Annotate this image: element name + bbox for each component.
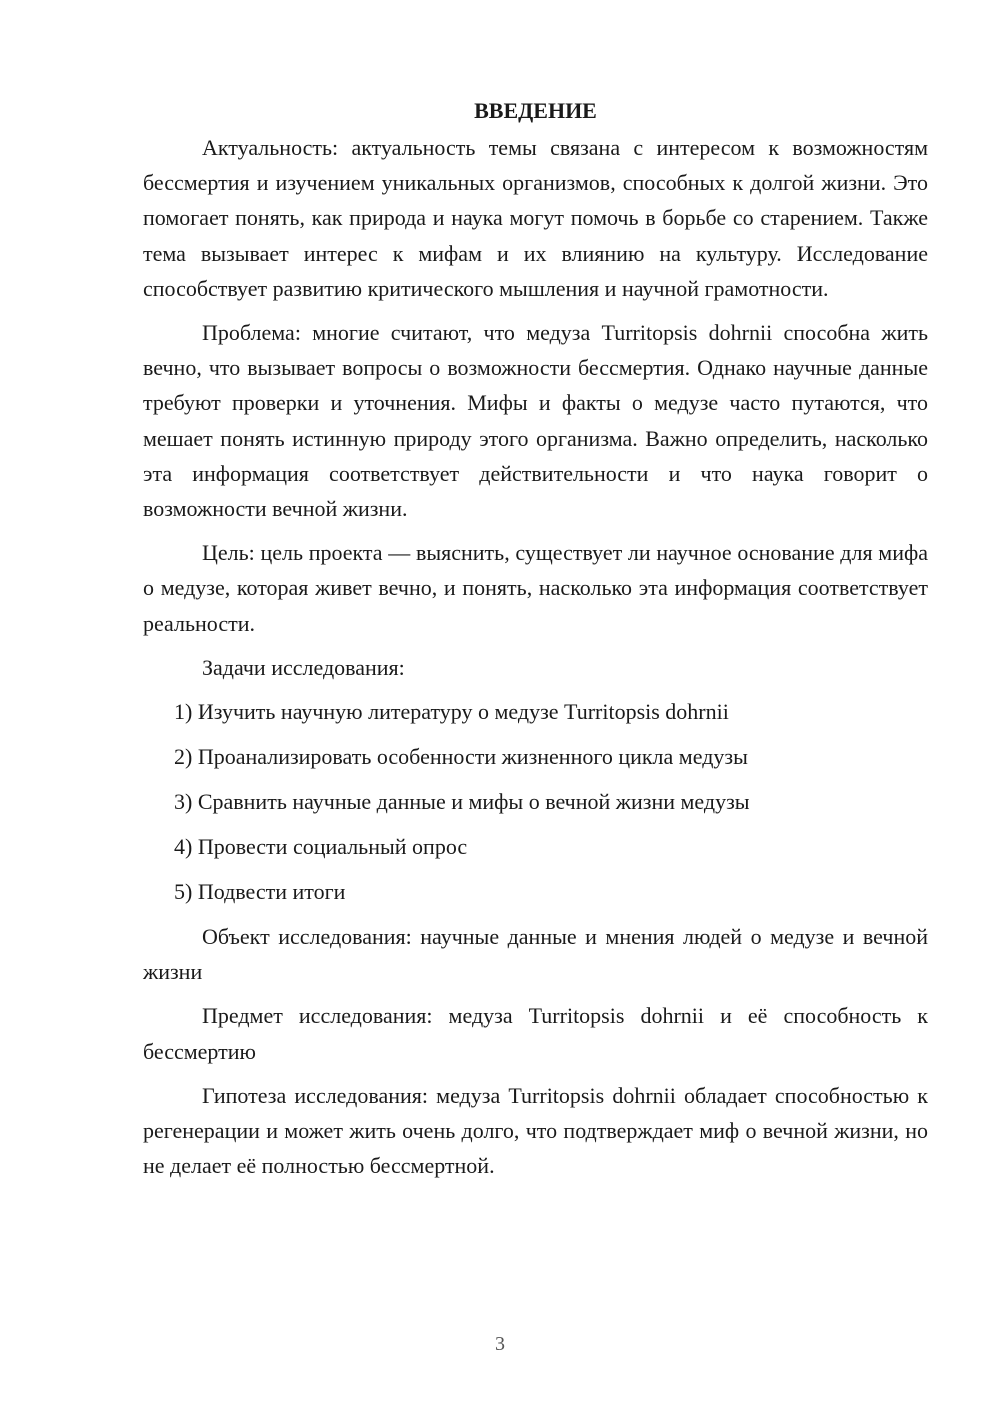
subject-paragraph: Предмет исследования: медуза Turritopsis dohrnii и её способность к бессмертию	[143, 1003, 928, 1064]
object-paragraph: Объект исследования: научные данные и мнения людей о медузе и вечной жизни	[143, 924, 928, 985]
page-number: 3	[495, 1333, 505, 1355]
goal-paragraph: Цель: цель проекта — выяснить, существует ли научное основание для мифа о медузе, которая живет вечно, и понять, насколько эта информация соответствует реальности.	[143, 540, 928, 636]
tasks-list	[143, 694, 928, 909]
task-item: 4) Провести социальный опрос	[174, 834, 468, 860]
task-item: 1) Изучить научную литературу о медузе Turritopsis dohrnii	[174, 699, 729, 725]
hypothesis-paragraph: Гипотеза исследования: медуза Turritopsis dohrnii обладает способностью к регенерации и может жить очень долго, что подтверждает миф о вечной жизни, но не делает её полностью бессмертной.	[143, 1082, 928, 1179]
task-item: 2) Проанализировать особенности жизненного цикла медузы	[174, 744, 748, 770]
document-page	[143, 92, 928, 1192]
task-item: 5) Подвести итоги	[174, 879, 346, 905]
tasks-heading: Задачи исследования:	[202, 654, 405, 680]
problem-paragraph: Проблема: многие считают, что медуза Turritopsis dohrnii способна жить вечно, что вызывает вопросы о возможности бессмертия. Однако научные данные требуют проверки и уточнения. Мифы и факты о медузе часто путаются, что мешает понять истинную природу этого организма. Важно определить, насколько эта информация соответствует действительности и что наука говорит о возможности вечной жизни.	[143, 320, 928, 522]
relevance-paragraph: Актуальность: актуальность темы связана с интересом к возможностям бессмертия и изучением уникальных организмов, способных к долгой жизни. Это помогает понять, как природа и наука могут помочь в борьбе со старением. Также тема вызывает интерес к мифам и их влиянию на культуру. Исследование способствует развитию критического мышления и научной грамотности.	[143, 135, 928, 301]
task-item: 3) Сравнить научные данные и мифы о вечной жизни медузы	[174, 789, 750, 815]
section-title: ВВЕДЕНИЕ	[474, 98, 597, 123]
